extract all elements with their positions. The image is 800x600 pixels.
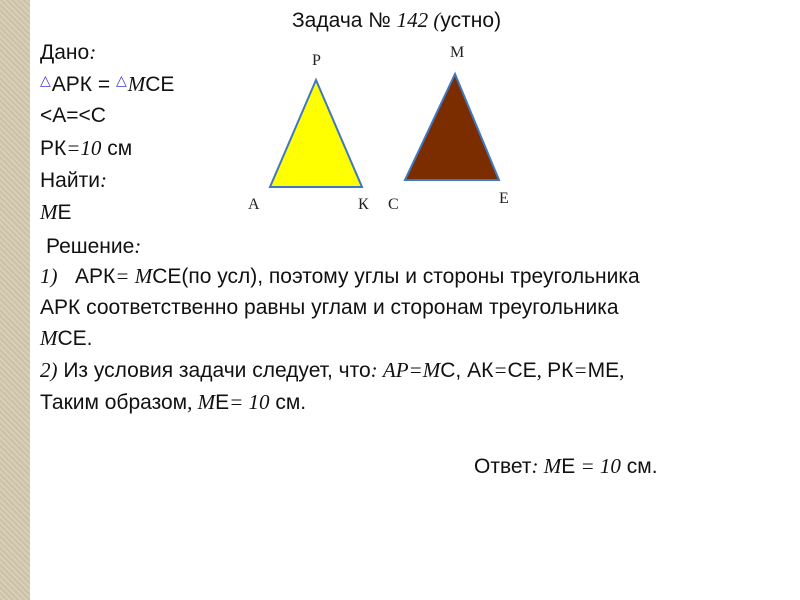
item-2-intro: Из условия задачи следует, что	[57, 359, 371, 382]
solution-colon: :	[134, 234, 142, 258]
item-1-eq: =	[115, 264, 135, 288]
answer-word: Ответ	[474, 455, 532, 478]
item-2-thus-m: , М	[187, 390, 216, 414]
item-2-eq-2: =	[493, 358, 508, 382]
find-word: Найти	[40, 169, 100, 192]
vertex-e-label: Е	[499, 190, 509, 207]
given-line-1-rest: СЕ	[145, 73, 175, 96]
given-angles: <А=<С	[40, 104, 106, 127]
item-2-ak: АК	[467, 359, 494, 382]
triangle-symbol-icon-2: △	[115, 72, 127, 88]
item-2-ce: СЕ	[507, 359, 537, 382]
item-2-thus-e: Е	[215, 391, 230, 414]
triangle-symbol-icon: △	[40, 72, 51, 88]
item-2-pk: РК	[547, 359, 574, 382]
triangle-apk	[270, 80, 362, 187]
vertex-m-label: М	[450, 44, 465, 61]
item-2-eq-3: =	[573, 358, 588, 382]
item-2-end-comma: ,	[619, 358, 625, 382]
solution-word: Решение	[46, 235, 135, 258]
given-word: Дано	[40, 41, 90, 64]
find-e: Е	[57, 201, 72, 224]
item-1-number: 1)	[40, 264, 58, 288]
item-2-comma: ,	[536, 358, 548, 382]
item-2-eq-m: =М	[408, 358, 441, 382]
find-colon: :	[99, 168, 107, 192]
given-pk-unit: см	[101, 137, 133, 160]
item-1-ce: СЕ	[152, 265, 182, 288]
answer-value: = 10	[575, 454, 621, 478]
item-2-c: С,	[440, 359, 468, 382]
vertex-p-label: Р	[312, 52, 321, 69]
item-1-line-3-rest: СЕ.	[57, 327, 93, 350]
item-2-thus-value: = 10	[229, 390, 270, 414]
vertex-a-label: А	[248, 196, 260, 213]
vertex-c-label: С	[388, 196, 399, 213]
problem-number: 142 (	[396, 8, 441, 32]
item-2-ap: : АР	[370, 358, 409, 382]
given-pk: РК	[40, 137, 67, 160]
title-suffix: устно)	[440, 9, 502, 32]
answer-m: : М	[531, 454, 562, 478]
triangle-mce	[405, 74, 499, 180]
given-colon: :	[89, 40, 97, 64]
given-line-1-m: М	[127, 72, 146, 96]
item-1-rest: , поэтому углы и стороны треугольника	[257, 265, 640, 288]
title-prefix: Задача №	[292, 9, 397, 32]
answer-unit: см.	[620, 455, 658, 478]
answer-e: Е	[561, 455, 576, 478]
item-2-number: 2)	[40, 358, 58, 382]
vertex-k-label: К	[358, 196, 369, 213]
given-pk-value: =10	[66, 136, 102, 160]
item-1-condition: (по усл)	[181, 265, 258, 288]
item-1-line-3-m: М	[40, 326, 58, 350]
item-1-line-2-text: АРК соответственно равны углам и сторонам треугольника	[40, 296, 619, 319]
given-line-1-text: АРК =	[51, 73, 116, 96]
item-2-me: МЕ	[587, 359, 620, 382]
item-1-apk: АРК	[75, 265, 116, 288]
find-m: М	[40, 200, 58, 224]
item-1-m: М	[134, 264, 153, 288]
item-2-thus: Таким образом	[40, 391, 188, 414]
item-2-thus-unit: см.	[269, 391, 307, 414]
